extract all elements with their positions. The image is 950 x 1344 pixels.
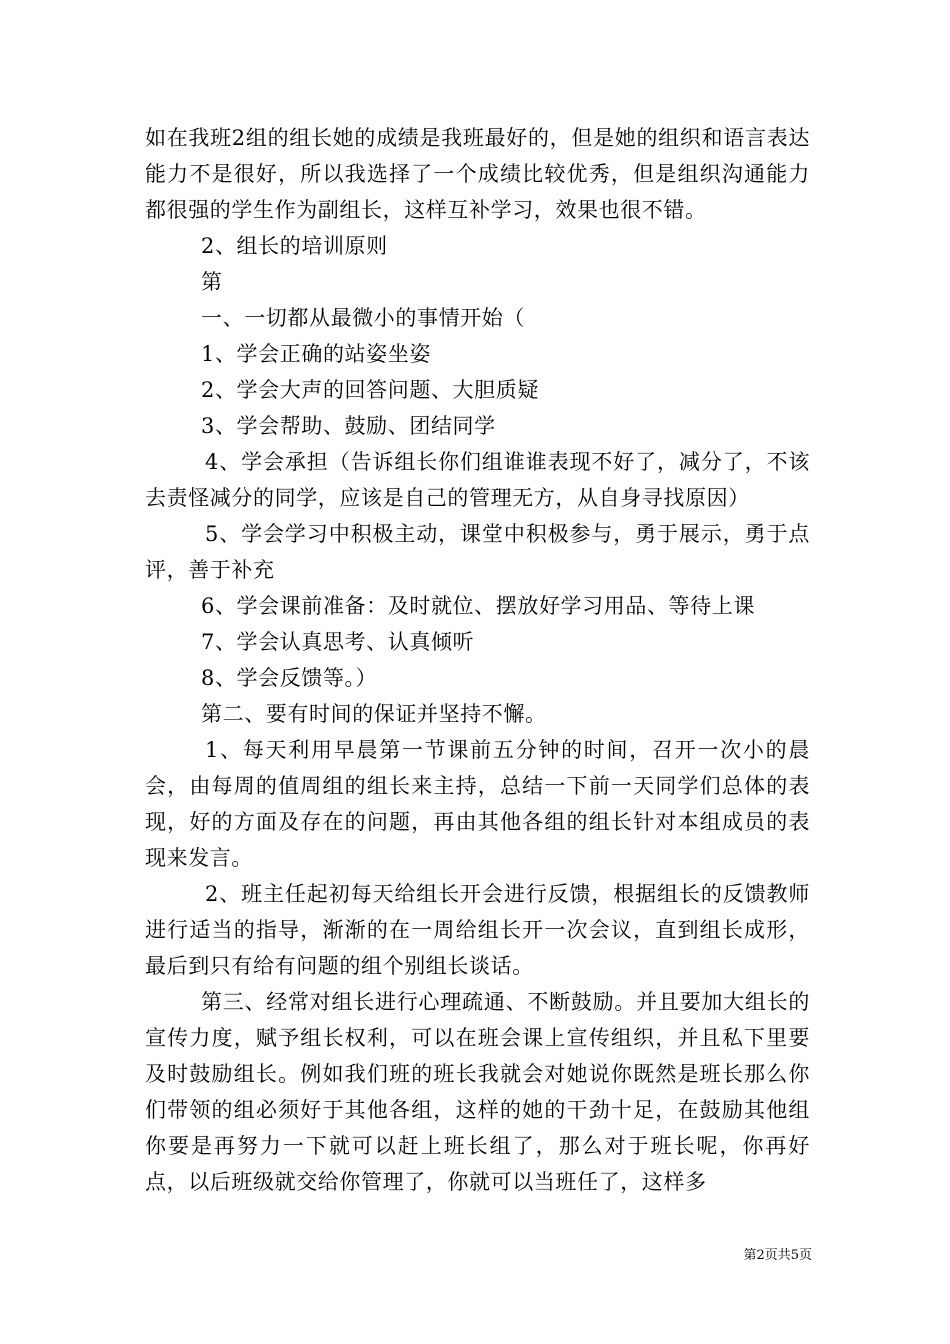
paragraph-6: 2、学会大声的回答问题、大胆质疑 bbox=[201, 378, 539, 402]
paragraph-7: 3、学会帮助、鼓励、团结同学 bbox=[201, 414, 496, 438]
paragraph-11: 7、学会认真思考、认真倾听 bbox=[201, 630, 475, 654]
document-body bbox=[145, 120, 810, 1200]
paragraph-4: 一、一切都从最微小的事情开始（ bbox=[201, 306, 525, 330]
paragraph-10: 6、学会课前准备：及时就位、摆放好学习用品、等待上课 bbox=[201, 594, 755, 618]
paragraph-5: 1、学会正确的站姿坐姿 bbox=[201, 342, 431, 366]
paragraph-12: 8、学会反馈等。） bbox=[201, 666, 378, 690]
paragraph-16: 第三、经常对组长进行心理疏通、不断鼓励。并且要加大组长的宣传力度，赋予组长权利，可以在班会课上宣传组织，并且私下里要及时鼓励组长。例如我们班的班长我就会对她说你既然是班长那么你们带领的组必须好于其他各组，这样的她的干劲十足，在鼓励其他组你要是再努力一下就可以赶上班长组了，那么对于班长呢，你再好点，以后班级就交给你管理了，你就可以当班任了，这样多 bbox=[145, 990, 810, 1194]
paragraph-1: 如在我班2组的组长她的成绩是我班最好的，但是她的组织和语言表达能力不是很好，所以我选择了一个成绩比较优秀，但是组织沟通能力都很强的学生作为副组长，这样互补学习，效果也很不错。 bbox=[145, 126, 810, 222]
paragraph-9: 5、学会学习中积极主动，课堂中积极参与，勇于展示，勇于点评，善于补充 bbox=[145, 522, 810, 582]
paragraph-15: 2、班主任起初每天给组长开会进行反馈，根据组长的反馈教师进行适当的指导，渐渐的在一周给组长开一次会议，直到组长成形，最后到只有给有问题的组个别组长谈话。 bbox=[145, 882, 810, 978]
paragraph-14: 1、每天利用早晨第一节课前五分钟的时间，召开一次小的晨会，由每周的值周组的组长来主持，总结一下前一天同学们总体的表现，好的方面及存在的问题，再由其他各组的组长针对本组成员的表现来发言。 bbox=[145, 738, 810, 870]
paragraph-3: 第 bbox=[201, 270, 223, 294]
paragraph-2: 2、组长的培训原则 bbox=[201, 234, 388, 258]
page-number-footer: 第2页共5页 bbox=[743, 1248, 812, 1263]
paragraph-8: 4、学会承担（告诉组长你们组谁谁表现不好了，减分了，不该去责怪减分的同学，应该是自己的管理无方，从自身寻找原因） bbox=[145, 450, 810, 510]
paragraph-13: 第二、要有时间的保证并坚持不懈。 bbox=[201, 702, 547, 726]
